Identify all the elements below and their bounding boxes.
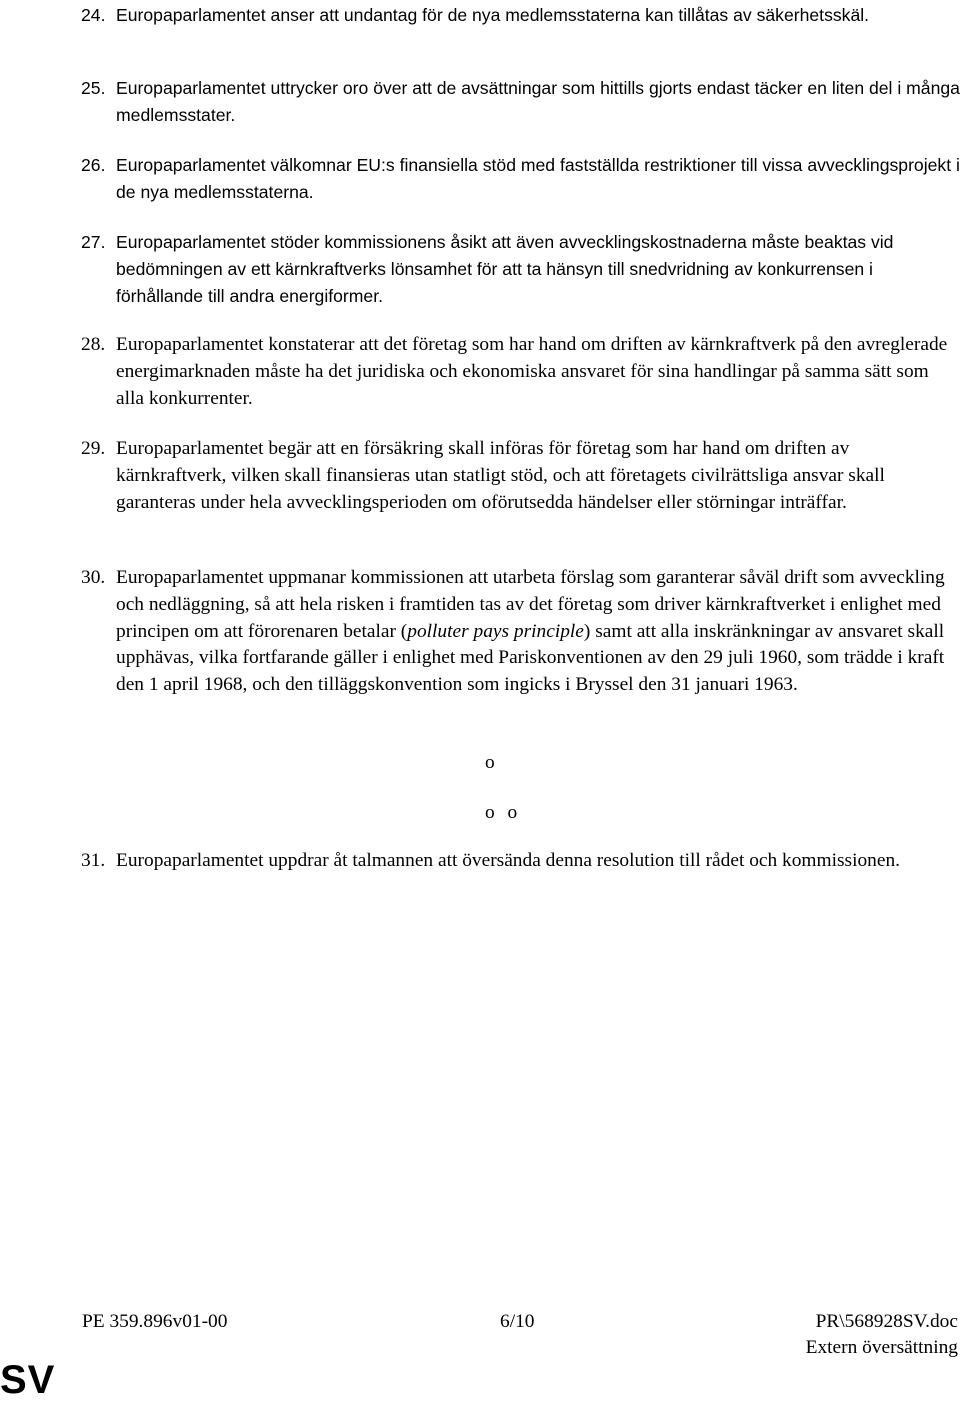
paragraph-26 [81, 152, 960, 206]
paragraph-31 [81, 848, 960, 875]
footer-reference: PE 359.896v01-00 [82, 1311, 228, 1332]
paragraph-text-before: Europaparlamentet uppmanar kommissionen att utarbeta förslag som garanterar såväl drift som avveckling och nedläggning, så att hela risken i framtiden tas av det företag som driver kärnkraftverket i enlighet med principen om att förorenaren betalar ( [116, 567, 945, 642]
footer-translation-note: Extern översättning [805, 1337, 958, 1358]
paragraph-number: 26. [81, 155, 106, 175]
separator-top: o [485, 752, 495, 773]
paragraph-text: Europaparlamentet stöder kommissionens åsikt att även avvecklingskostnaderna måste beaktas vid bedömningen av ett kärnkraftverks lönsamhet för att ta hänsyn till snedvridning av konkurrensen i förhållande till andra energiformer. [116, 232, 894, 306]
paragraph-29 [81, 436, 960, 516]
paragraph-number: 29. [81, 438, 106, 459]
paragraph-text: Europaparlamentet uppdrar åt talmannen att översända denna resolution till rådet och kommissionen. [116, 850, 900, 871]
paragraph-25 [81, 75, 960, 129]
paragraph-number: 27. [81, 232, 106, 252]
footer-document-name: PR\568928SV.doc [815, 1311, 958, 1332]
paragraph-text: Europaparlamentet anser att undantag för de nya medlemsstaterna kan tillåtas av säkerhetsskäl. [116, 5, 870, 25]
paragraph-30 [81, 565, 960, 699]
paragraph-text [116, 565, 960, 699]
separator-bottom: o o [485, 802, 518, 823]
paragraph-text: Europaparlamentet konstaterar att det företag som har hand om driften av kärnkraftverk på den avreglerade energimarknaden måste ha det juridiska och ekonomiska ansvaret för sina handlingar på samma sätt som alla konkurrenter. [116, 334, 948, 409]
paragraph-text-italic: polluter pays principle [407, 620, 584, 642]
paragraph-24 [81, 2, 960, 29]
paragraph-number: 30. [81, 567, 106, 588]
paragraph-text: Europaparlamentet välkomnar EU:s finansiella stöd med fastställda restriktioner till vissa avvecklingsprojekt i de nya medlemsstaterna. [116, 155, 960, 202]
paragraph-number: 24. [81, 5, 106, 25]
paragraph-28 [81, 332, 960, 412]
paragraph-number: 28. [81, 334, 106, 355]
paragraph-text: Europaparlamentet begär att en försäkring skall införas för företag som har hand om driften av kärnkraftverk, vilken skall finansieras utan statligt stöd, och att företagets civilrättsliga ansvar skall garanteras under hela avvecklingsperioden om oförutsedda händelser eller störningar inträffar. [116, 438, 885, 513]
paragraph-27 [81, 229, 960, 309]
footer-page-number: 6/10 [500, 1311, 535, 1332]
language-code: SV [0, 1358, 56, 1402]
paragraph-text: Europaparlamentet uttrycker oro över att de avsättningar som hittills gjorts endast täcker en liten del i många medlemsstater. [116, 78, 960, 125]
paragraph-text-after: ) samt att alla inskränkningar av ansvaret skall upphävas, vilka fortfarande gäller i enlighet med Pariskonventionen av den 29 juli 1960, som trädde i kraft den 1 april 1968, och den tilläggskonvention som ingicks i Bryssel den 31 januari 1963. [116, 620, 945, 696]
paragraph-number: 25. [81, 78, 106, 98]
paragraph-number: 31. [81, 850, 106, 871]
